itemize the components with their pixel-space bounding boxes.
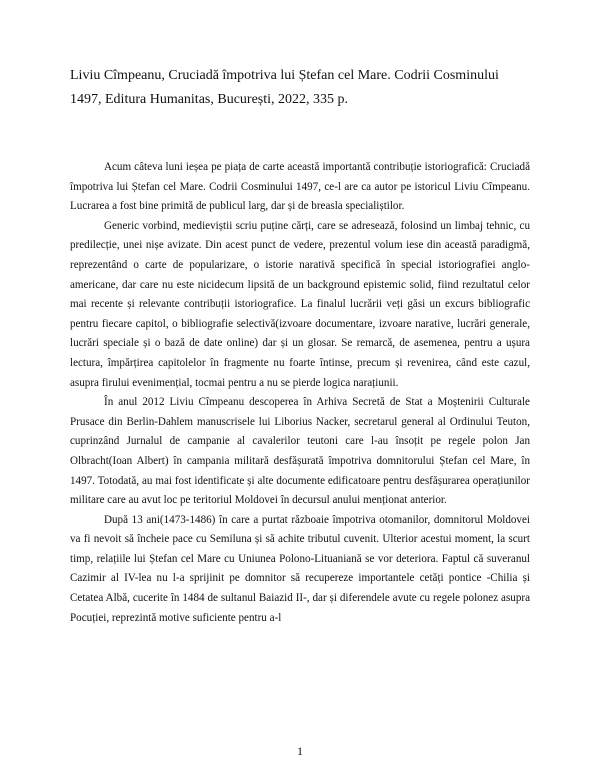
paragraph: Generic vorbind, medieviștii scriu puține cărți, care se adresează, folosind un limbaj tehnic, cu predilecție, unei nișe avizate. Din acest punct de vedere, prezentul volum iese din această paradigmă, reprezentând o carte de popularizare, o istorie narativă specifică în special istoriografiei anglo-americane, dar care nu este nicidecum lipsită de un background epistemic solid, fiind rezultatul celor mai recente și relevante contribuții istoriografice. La finalul lucrării veți găsi un excurs bibliografic pentru fiecare capitol, o bibliografie selectivă(izvoare documentare, izvoare narative, lucrări generale, lucrări speciale și o bază de date online) dar și un glosar. Se remarcă, de asemenea, pentru a ușura lectura, împărțirea capitolelor în fragmente nu foarte întinse, precum și revenirea, când este cazul, asupra firului evenimențial, tocmai pentru a nu se pierde logica narațiunii.: [70, 219, 530, 389]
paragraph: În anul 2012 Liviu Cîmpeanu descoperea în Arhiva Secretă de Stat a Moștenirii Culturale Prusace din Berlin-Dahlem manuscrisele lui Liborius Nacker, secretarul general al Ordinului Teuton, cuprinzând Jurnalul de campanie al cavalerilor teutoni care l-au însoțit pe regele polon Jan Olbracht(Ioan Albert) în campania militară desfășurată împotriva domnitorului Ștefan cel Mare, în 1497. Totodată, au mai fost identificate și alte documente edificatoare pentru desfășurarea operațiunilor militare care au avut loc pe teritoriul Moldovei în decursul anului menționat anterior.: [70, 396, 530, 507]
review-body: [70, 158, 530, 628]
paragraph: După 13 ani(1473-1486) în care a purtat războaie împotriva otomanilor, domnitorul Moldovei va fi nevoit să încheie pace cu Semiluna și să achite tributul cuvenit. Ulterior acestui moment, la scurt timp, relațiile lui Ștefan cel Mare cu Uniunea Polono-Lituaniană se vor deteriora. Faptul că suveranul Cazimir al IV-lea nu l-a sprijinit pe domnitor să recupereze importantele cetăți pontice -Chilia și Cetatea Albă, cucerite în 1484 de sultanul Baiazid II-, dar și diferendele avute cu regele polonez asupra Pocuției, reprezintă motive suficiente pentru a-l: [70, 513, 530, 624]
page-number: 1: [297, 744, 303, 758]
paragraph: Acum câteva luni ieșea pe piața de carte această importantă contribuție istoriografică: Cruciadă împotriva lui Ștefan cel Mare. Codrii Cosminului 1497, ce-l are ca autor pe istoricul Liviu Cîmpeanu. Lucrarea a fost bine primită de publicul larg, dar și de breasla specialiștilor.: [70, 161, 530, 213]
book-reference-title: Liviu Cîmpeanu, Cruciadă împotriva lui Ștefan cel Mare. Codrii Cosminului 1497, Editura Humanitas, București, 2022, 335 p.: [70, 68, 499, 107]
